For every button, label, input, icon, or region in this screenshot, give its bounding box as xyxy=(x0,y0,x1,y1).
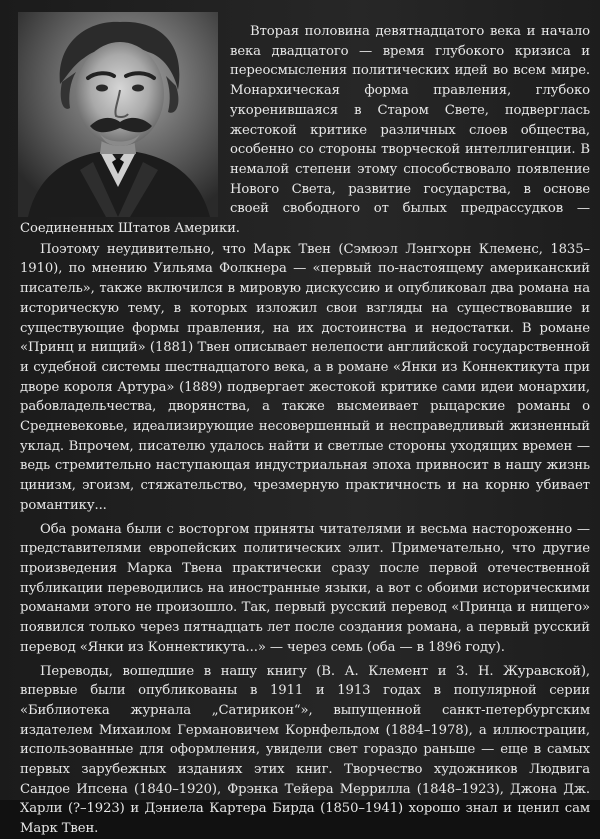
description-text xyxy=(20,22,590,839)
paragraph-reception: Оба романа были с восторгом приняты читателями и весьма настороженно — представителями европейских политических элит. Примечательно, что другие произведения Марка Твена практически сразу после первой отечественной публикации переводились на иностранные языки, а вот с обоими историческими романами этого не произошло. Так, первый русский перевод «Принца и нищего» появился только через пятнадцать лет после создания романа, а первый русский перевод «Янки из Коннектикута...» — через семь (оба — в 1896 году). xyxy=(20,521,590,655)
portrait-float-spacer xyxy=(18,22,218,216)
paragraph-intro: Вторая половина девятнадцатого века и начало века двадцатого — время глубокого кризиса и переосмысления политических идей во всем мире. Монархическая форма правления, глубоко укоренившаяся в Старом Свете, подверглась жестокой критике различных слоев общества, особенно со стороны творческой интеллигенции. В немалой степени этому способствовало появление Нового Света, развитие государства, в основе своей свободного от былых предрассудков — Соединенных Штатов Америки. xyxy=(20,24,590,237)
paragraph-translations: Переводы, вошедшие в нашу книгу (В. А. Клемент и З. Н. Журавской), впервые были опубликованы в 1911 и 1913 годах в популярной серии «Библиотека журнала „Сатирикон“», выпущенной санкт-петербургским издателем Михаилом Германовичем Корнфельдом (1884–1978), а иллюстрации, использованные для оформления, увидели свет гораздо раньше — еще в самых первых зарубежных изданиях этих книг. Творчество художников Людвига Сандое Ипсена (1840–1920), Фрэнка Тейера Меррилла (1848–1923), Джона Дж. Харли (?–1923) и Дэниела Картера Бирда (1850–1941) хорошо знал и ценил сам Марк Твен. xyxy=(20,663,590,837)
paragraph-twain-novels: Поэтому неудивительно, что Марк Твен (Сэмюэл Лэнгхорн Клеменс, 1835–1910), по мнению Уильяма Фолкнера — «первый по-настоящему американский писатель», также включился в мировую дискуссию и опубликовал два романа на историческую тему, в которых изложил свои взгляды на существовавшие и существующие формы правления, на их достоинства и недостатки. В романе «Принц и нищий» (1881) Твен описывает нелепости английской государственной и судебной системы шестнадцатого века, а в романе «Янки из Коннектикута при дворе короля Артура» (1889) подвергает жестокой критике сами идеи монархии, рабовладельчества, дворянства, а также высмеивает рыцарские романы о Средневековье, идеализирующие несовершенный и несправедливый жизненный уклад. Впрочем, писателю удалось найти и светлые стороны уходящих времен — ведь стремительно наступающая индустриальная эпоха привносит в нашу жизнь цинизм, эгоизм, стяжательство, чрезмерную практичность и на корню убивает романтику... xyxy=(20,241,590,513)
